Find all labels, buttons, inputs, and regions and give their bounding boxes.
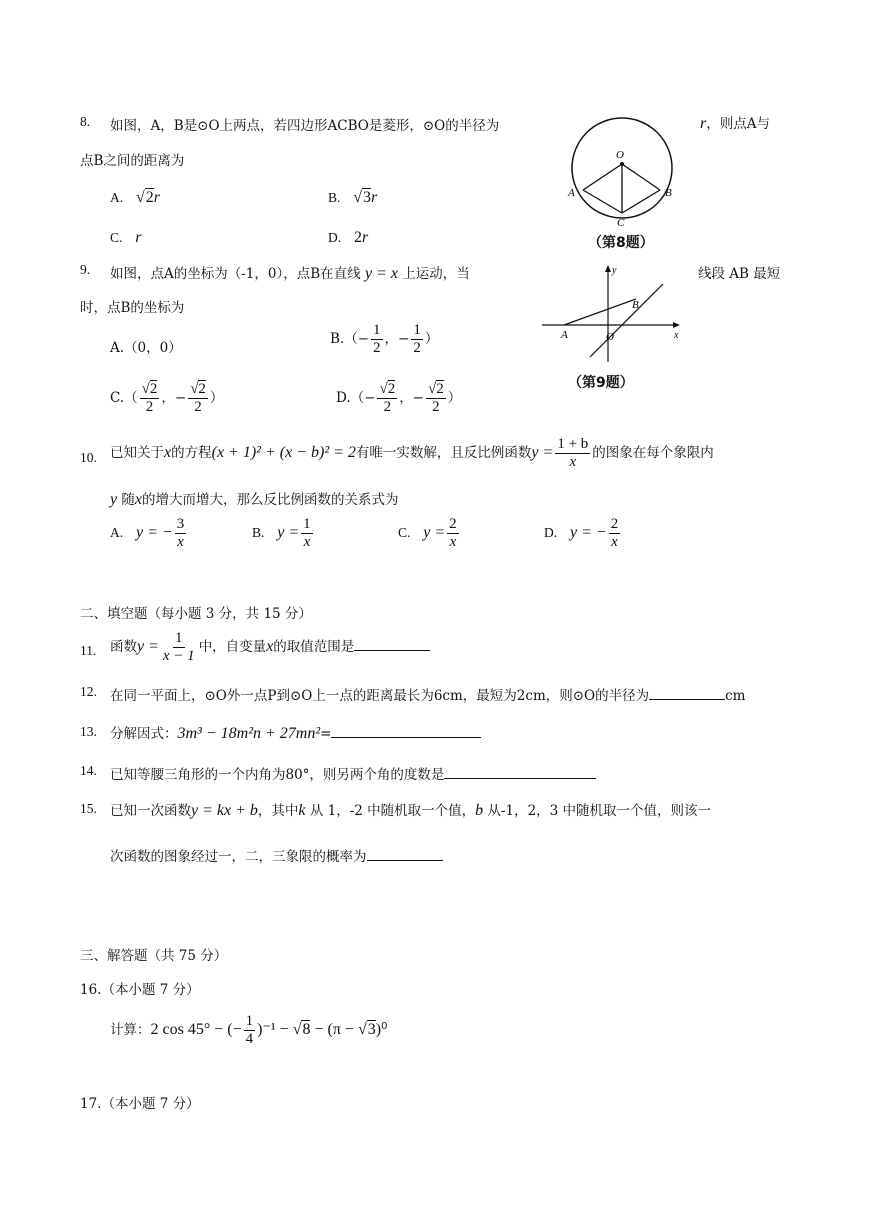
q8-stem-line1-end: [700, 112, 770, 133]
q9-label-a: A: [561, 329, 568, 341]
q8-stem-text: 如图，A，B是⊙O上两点，若四边形ACBO是菱形，⊙O的半径为: [110, 118, 500, 134]
q16-heading: 16.（本小题 7 分）: [80, 982, 200, 998]
q15-stem-line1: 已知一次函数y = kx + b，其中k 从 1，-2 中随机取一个值，b 从-1，2，3 中随机取一个值，则该一: [110, 802, 712, 819]
q17-heading: 17.（本小题 7 分）: [80, 1096, 200, 1112]
q10-equation: (x + 1)² + (x − b)² = 2: [211, 444, 356, 461]
q10-inverse-fraction: $\frac{1 + b}{x}$: [557, 436, 589, 470]
q9-option-d-frac1: $\frac{√2}{2}$: [379, 381, 396, 415]
q8-label-b: B: [665, 187, 672, 199]
section-solve-heading: 三、解答题（共 75 分）: [80, 948, 228, 964]
q11-fraction: $\frac{1}{x - 1}$: [162, 630, 195, 664]
q9-stem-line1: 如图，点A的坐标为（-1，0），点B在直线 y = x 上运动，当: [110, 265, 470, 282]
q10-option-a: A. y = − $\frac{3}{x}$: [110, 516, 185, 550]
q9-option-c-frac1: $\frac{√2}{2}$: [141, 381, 158, 415]
q8-stem-line2: 点B之间的距离为: [80, 153, 185, 169]
q15-answer-blank[interactable]: [367, 846, 443, 861]
q9-x-arrow: [673, 322, 680, 328]
q9-option-d-frac2: $\frac{√2}{2}$: [428, 381, 444, 415]
q9-label-o: O: [606, 331, 614, 343]
q9-y-arrow: [605, 265, 611, 272]
q9-option-a: A.（0，0）: [110, 340, 182, 356]
q9-label-x: x: [674, 330, 679, 341]
q9-option-b-frac1: $\frac{1}{2}$: [373, 322, 381, 356]
q8-center-dot: [620, 162, 624, 166]
q8-stem-tail: ，则点A与: [706, 116, 770, 132]
q8-option-d: D. 2r: [328, 229, 369, 246]
q14-number: 14.: [80, 763, 97, 778]
q8-segment-oa: [583, 164, 622, 190]
q15-number: 15.: [80, 801, 97, 816]
q8-label-o: O: [616, 149, 624, 161]
q9-option-b-frac2: $\frac{1}{2}$: [413, 322, 421, 356]
q13-answer-blank[interactable]: [331, 723, 481, 738]
q9-figure-caption: （第9题）: [568, 375, 634, 391]
q8-number: 8.: [80, 114, 91, 129]
section-fill-in-heading: 二、填空题（每小题 3 分，共 15 分）: [80, 606, 312, 622]
q8-option-a-sqrt: √2: [136, 189, 154, 206]
q11-answer-blank[interactable]: [354, 636, 430, 651]
q12-stem: 在同一平面上，⊙O外一点P到⊙O上一点的距离最长为6cm，最短为2cm，则⊙O的半径为 cm: [110, 684, 746, 704]
q14-stem: 已知等腰三角形的一个内角为80°，则另两个角的度数是: [110, 763, 596, 783]
q8-segment-ob: [622, 164, 660, 190]
q9-line-y-eq-x: [590, 284, 663, 357]
q13-number: 13.: [80, 724, 97, 739]
q13-expression: 3m³ − 18m²n + 27mn²: [177, 725, 321, 742]
q8-segment-ac: [583, 190, 622, 213]
q12-answer-blank[interactable]: [649, 685, 725, 700]
q11-number: 11.: [80, 643, 97, 658]
q9-number: 9.: [80, 262, 91, 277]
q8-label-c: C: [617, 217, 625, 229]
q8-figure: [560, 112, 690, 252]
q8-stem-line1: [110, 114, 499, 134]
q10-number: 10.: [80, 450, 97, 465]
q8-option-c: C. r: [110, 229, 142, 246]
q9-line-equation: y = x: [364, 265, 398, 282]
q9-figure: [538, 262, 688, 372]
q16-fraction: $\frac{1}{4}$: [245, 1013, 254, 1047]
q9-option-c-frac2: $\frac{√2}{2}$: [190, 381, 206, 415]
q8-radius-var: r: [700, 115, 707, 132]
q10-option-d: D. y = − $\frac{2}{x}$: [544, 516, 619, 550]
q10-option-b: B. y = $\frac{1}{x}$: [252, 516, 311, 550]
q9-label-b: B: [632, 299, 639, 311]
q9-stem-line2: 时，点B的坐标为: [80, 300, 185, 316]
q13-stem: 分解因式：3m³ − 18m²n + 27mn²=: [110, 722, 481, 743]
q9-option-c: C.（ $\frac{√2}{2}$ ，− $\frac{√2}{2}$ ）: [110, 381, 224, 415]
q8-option-a: A. √2r: [110, 189, 161, 206]
q10-stem-line1: 已知关于x的方程(x + 1)² + (x − b)² = 2有唯一实数解，且反比例函数y = $\frac{1 + b}{x}$ 的图象在每个象限内: [110, 436, 714, 470]
q14-answer-blank[interactable]: [444, 764, 596, 779]
q8-option-b: B. √3r: [328, 189, 378, 206]
q12-number: 12.: [80, 684, 97, 699]
q8-segment-bc: [622, 190, 660, 213]
q8-figure-caption: （第8题）: [588, 235, 654, 251]
q9-option-d: D.（− $\frac{√2}{2}$ ，− $\frac{√2}{2}$ ）: [336, 381, 462, 415]
q8-option-b-sqrt: √3: [353, 189, 372, 206]
q9-label-y: y: [612, 265, 617, 276]
q9-stem-line1-end: 线段 AB 最短: [698, 266, 781, 282]
q11-stem: 函数y = $\frac{1}{x - 1}$ 中，自变量x的取值范围是: [110, 630, 430, 665]
q15-stem-line2: 次函数的图象经过一，二，三象限的概率为: [110, 845, 443, 865]
q10-stem-line2: y 随x的增大而增大，那么反比例函数的关系式为: [110, 491, 399, 508]
q9-option-b: B.（− $\frac{1}{2}$ ，− $\frac{1}{2}$ ）: [330, 322, 439, 356]
q16-expression: 计算：2 cos 45° − (− $\frac{1}{4}$ )⁻¹ − √8 − (π − √3)⁰: [110, 1013, 388, 1047]
q8-label-a: A: [568, 187, 575, 199]
q10-option-c: C. y = $\frac{2}{x}$: [398, 516, 457, 550]
